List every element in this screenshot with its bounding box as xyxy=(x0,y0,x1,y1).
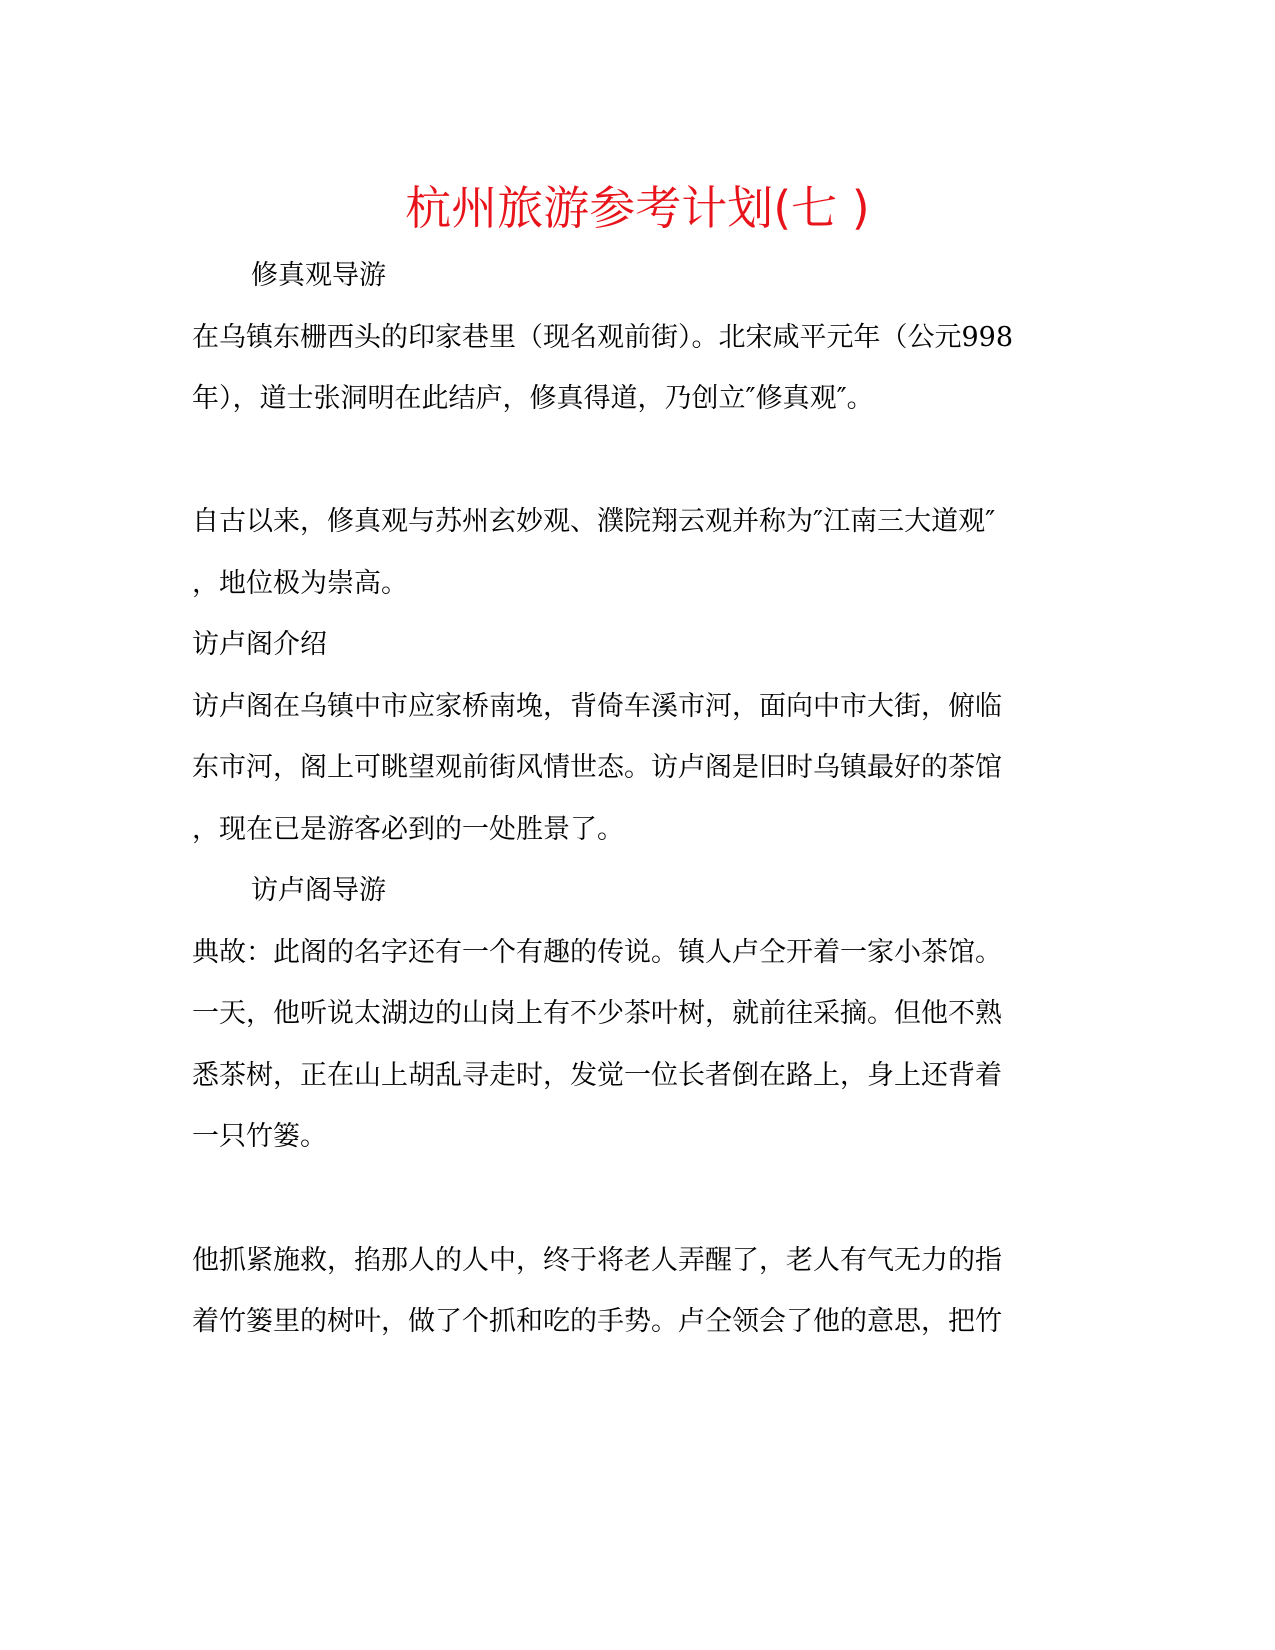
heading-fangluge-guide: 访卢阁导游 xyxy=(251,875,386,906)
paragraph-line: ，现在已是游客必到的一处胜景了。 xyxy=(192,814,624,845)
paragraph-line: ，地位极为崇高。 xyxy=(192,568,408,599)
paragraph-line: 典故：此阁的名字还有一个有趣的传说。镇人卢仝开着一家小茶馆。 xyxy=(192,937,1002,968)
paragraph-line: 年），道士张洞明在此结庐，修真得道，乃创立″修真观″。 xyxy=(192,383,874,414)
paragraph-line: 悉茶树，正在山上胡乱寻走时，发觉一位长者倒在路上，身上还背着 xyxy=(192,1060,1002,1091)
heading-xiuzhenguan-guide: 修真观导游 xyxy=(251,260,386,291)
document-title: 杭州旅游参考计划(七 ) xyxy=(405,181,870,235)
paragraph-line: 访卢阁在乌镇中市应家桥南堍，背倚车溪市河，面向中市大街，俯临 xyxy=(192,691,1002,722)
paragraph-line: 自古以来，修真观与苏州玄妙观、濮院翔云观并称为″江南三大道观″ xyxy=(192,506,996,537)
paragraph-line: 着竹篓里的树叶，做了个抓和吃的手势。卢仝领会了他的意思，把竹 xyxy=(192,1306,1002,1337)
paragraph-line: 在乌镇东栅西头的印家巷里（现名观前街）。北宋咸平元年（公元998 xyxy=(192,322,1014,353)
paragraph-line: 他抓紧施救，掐那人的人中，终于将老人弄醒了，老人有气无力的指 xyxy=(192,1245,1002,1276)
paragraph-line: 一只竹篓。 xyxy=(192,1121,327,1152)
paragraph-line: 东市河，阁上可眺望观前街风情世态。访卢阁是旧时乌镇最好的茶馆 xyxy=(192,752,1002,783)
heading-fangluge-intro: 访卢阁介绍 xyxy=(192,629,327,660)
paragraph-line: 一天，他听说太湖边的山岗上有不少茶叶树，就前往采摘。但他不熟 xyxy=(192,998,1002,1029)
